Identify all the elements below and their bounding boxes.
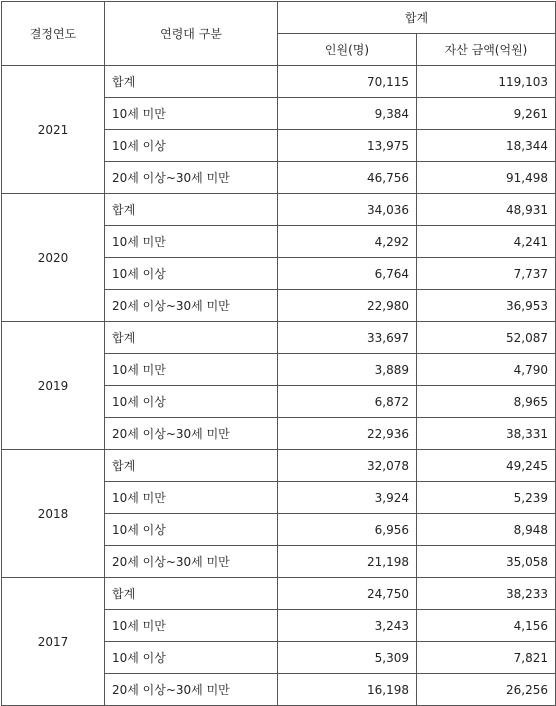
category-cell: 20세 이상~30세 미만 (105, 162, 278, 194)
persons-cell: 4,292 (278, 226, 417, 258)
category-cell: 합계 (105, 578, 278, 610)
year-column-header: 결정연도 (2, 2, 105, 66)
assets-cell: 8,965 (417, 386, 556, 418)
assets-cell: 7,737 (417, 258, 556, 290)
table-row (2, 322, 556, 354)
persons-cell: 32,078 (278, 450, 417, 482)
assets-cell: 18,344 (417, 130, 556, 162)
persons-cell: 46,756 (278, 162, 417, 194)
persons-cell: 6,764 (278, 258, 417, 290)
assets-cell: 8,948 (417, 514, 556, 546)
persons-cell: 3,924 (278, 482, 417, 514)
persons-cell: 3,889 (278, 354, 417, 386)
assets-cell: 4,790 (417, 354, 556, 386)
assets-cell: 119,103 (417, 66, 556, 98)
category-column-header: 연령대 구분 (105, 2, 278, 66)
persons-column-header: 인원(명) (278, 34, 417, 66)
category-cell: 20세 이상~30세 미만 (105, 290, 278, 322)
persons-cell: 6,956 (278, 514, 417, 546)
persons-cell: 6,872 (278, 386, 417, 418)
table-row (2, 450, 556, 482)
table-row (2, 66, 556, 98)
persons-cell: 21,198 (278, 546, 417, 578)
category-cell: 10세 미만 (105, 610, 278, 642)
category-cell: 10세 이상 (105, 130, 278, 162)
category-cell: 10세 미만 (105, 226, 278, 258)
assets-cell: 38,233 (417, 578, 556, 610)
table-header (2, 2, 556, 66)
persons-cell: 9,384 (278, 98, 417, 130)
category-cell: 10세 이상 (105, 642, 278, 674)
persons-cell: 34,036 (278, 194, 417, 226)
table-row (2, 578, 556, 610)
persons-cell: 22,936 (278, 418, 417, 450)
persons-cell: 5,309 (278, 642, 417, 674)
category-cell: 20세 이상~30세 미만 (105, 546, 278, 578)
year-cell: 2019 (2, 322, 105, 450)
category-cell: 합계 (105, 450, 278, 482)
assets-cell: 26,256 (417, 674, 556, 706)
assets-cell: 5,239 (417, 482, 556, 514)
assets-cell: 38,331 (417, 418, 556, 450)
persons-cell: 33,697 (278, 322, 417, 354)
assets-column-header: 자산 금액(억원) (417, 34, 556, 66)
persons-cell: 3,243 (278, 610, 417, 642)
assets-cell: 7,821 (417, 642, 556, 674)
persons-cell: 13,975 (278, 130, 417, 162)
persons-cell: 70,115 (278, 66, 417, 98)
category-cell: 10세 미만 (105, 482, 278, 514)
year-cell: 2017 (2, 578, 105, 706)
category-cell: 20세 이상~30세 미만 (105, 418, 278, 450)
category-cell: 10세 미만 (105, 98, 278, 130)
year-cell: 2021 (2, 66, 105, 194)
assets-cell: 35,058 (417, 546, 556, 578)
header-row (2, 2, 556, 34)
assets-cell: 9,261 (417, 98, 556, 130)
table-row (2, 194, 556, 226)
persons-cell: 24,750 (278, 578, 417, 610)
year-cell: 2018 (2, 450, 105, 578)
assets-cell: 91,498 (417, 162, 556, 194)
assets-cell: 4,156 (417, 610, 556, 642)
table-body (2, 66, 556, 706)
category-cell: 합계 (105, 194, 278, 226)
assets-cell: 4,241 (417, 226, 556, 258)
assets-cell: 49,245 (417, 450, 556, 482)
assets-cell: 36,953 (417, 290, 556, 322)
category-cell: 10세 이상 (105, 258, 278, 290)
data-table (1, 1, 556, 706)
category-cell: 합계 (105, 322, 278, 354)
persons-cell: 16,198 (278, 674, 417, 706)
category-cell: 10세 미만 (105, 354, 278, 386)
assets-cell: 52,087 (417, 322, 556, 354)
category-cell: 10세 이상 (105, 386, 278, 418)
assets-cell: 48,931 (417, 194, 556, 226)
category-cell: 합계 (105, 66, 278, 98)
persons-cell: 22,980 (278, 290, 417, 322)
category-cell: 20세 이상~30세 미만 (105, 674, 278, 706)
category-cell: 10세 이상 (105, 514, 278, 546)
year-cell: 2020 (2, 194, 105, 322)
total-group-header: 합계 (278, 2, 556, 34)
